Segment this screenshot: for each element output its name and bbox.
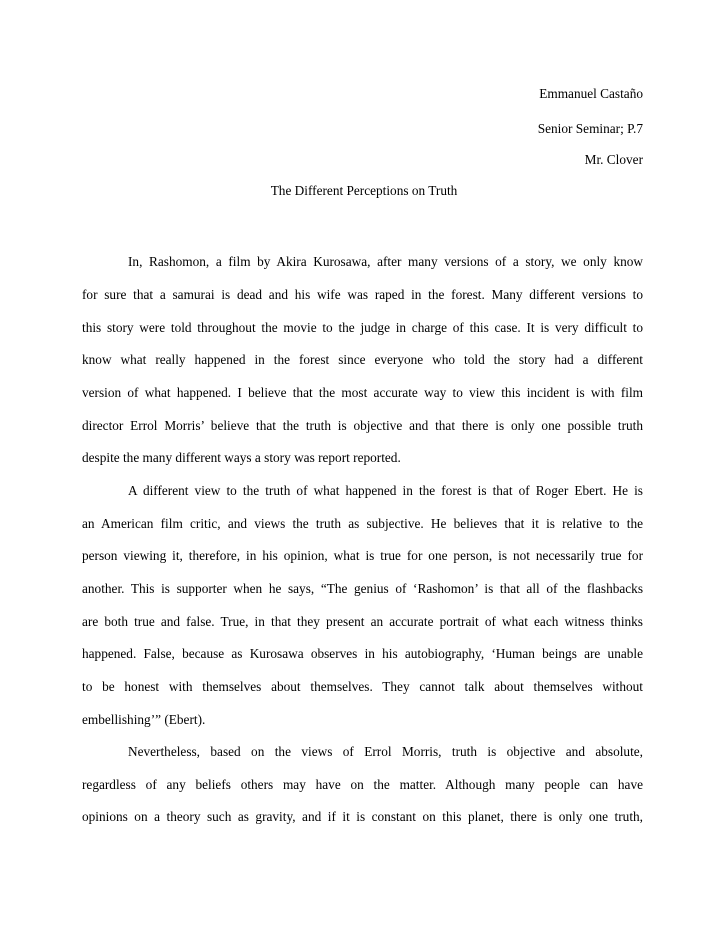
author-name: Emmanuel Castaño	[539, 86, 643, 101]
body-line: happened. False, because as Kurosawa observes in his autobiography, ‘Human beings are unable	[82, 646, 643, 661]
body-line: In, Rashomon, a film by Akira Kurosawa, after many versions of a story, we only know	[128, 254, 643, 269]
body-line: this story were told throughout the movie to the judge in charge of this case. It is very difficult to	[82, 320, 643, 335]
body-line: regardless of any beliefs others may have on the matter. Although many people can have	[82, 777, 643, 792]
body-line: are both true and false. True, in that they present an accurate portrait of what each witness thinks	[82, 614, 643, 629]
body-line: opinions on a theory such as gravity, and if it is constant on this planet, there is only one truth,	[82, 809, 643, 824]
body-line: for sure that a samurai is dead and his wife was raped in the forest. Many different versions to	[82, 287, 643, 302]
essay-title: The Different Perceptions on Truth	[270, 183, 458, 198]
body-line: director Errol Morris’ believe that the truth is objective and that there is only one possible truth	[82, 418, 643, 433]
body-line: another. This is supporter when he says, “The genius of ‘Rashomon’ is that all of the flashbacks	[82, 581, 643, 596]
body-line: an American film critic, and views the truth as subjective. He believes that it is relative to the	[82, 516, 643, 531]
body-line: know what really happened in the forest since everyone who told the story had a different	[82, 352, 643, 367]
body-line: Nevertheless, based on the views of Errol Morris, truth is objective and absolute,	[128, 744, 643, 759]
body-line: person viewing it, therefore, in his opinion, what is true for one person, is not necessarily true for	[82, 548, 643, 563]
body-line: version of what happened. I believe that the most accurate way to view this incident is with film	[82, 385, 643, 400]
body-line: A different view to the truth of what happened in the forest is that of Roger Ebert. He is	[128, 483, 643, 498]
teacher-name: Mr. Clover	[584, 152, 643, 167]
body-line: despite the many different ways a story was report reported.	[82, 450, 401, 465]
course-info: Senior Seminar; P.7	[537, 121, 643, 136]
body-line: to be honest with themselves about themselves. They cannot talk about themselves without	[82, 679, 643, 694]
body-line: embellishing’” (Ebert).	[82, 712, 206, 727]
